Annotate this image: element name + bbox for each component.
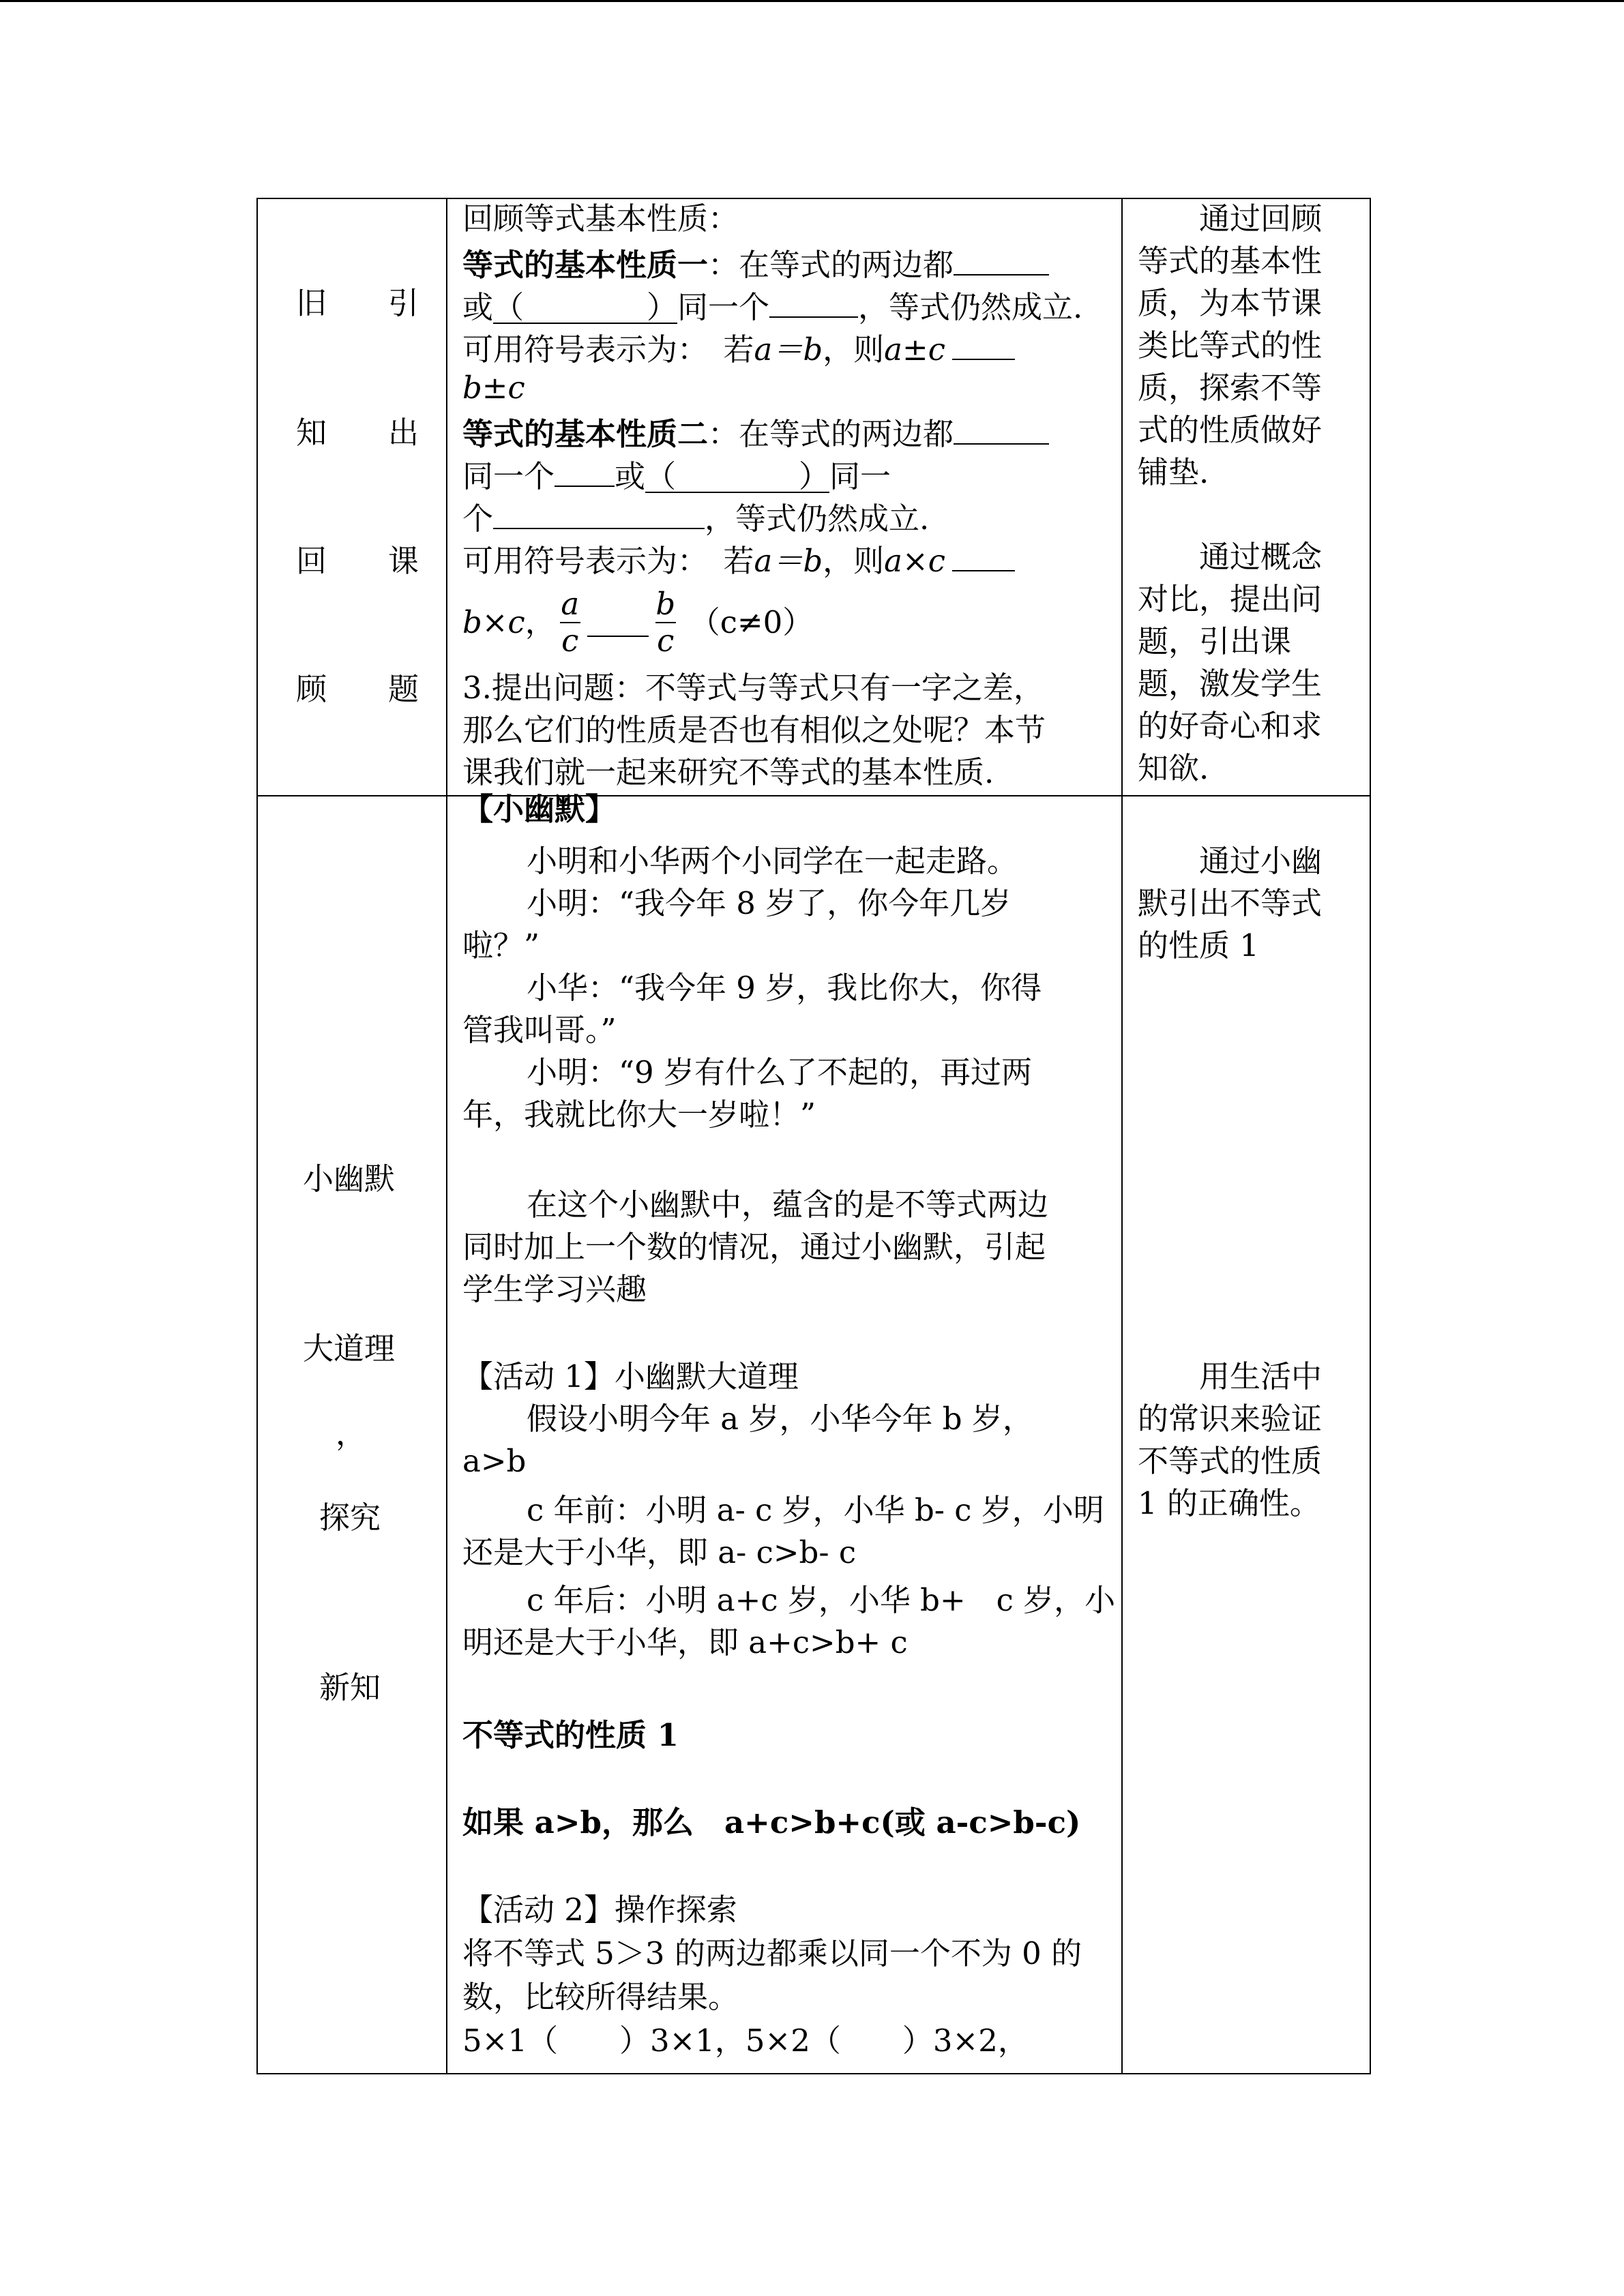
text: ， [525, 604, 556, 641]
question-line: 那么它们的性质是否也有相似之处呢？本节 [462, 712, 1046, 748]
text: ，则 [823, 331, 885, 368]
paren-blank: （ ） [645, 458, 830, 494]
review-heading: 回顾等式基本性质： [462, 200, 739, 237]
condition: （c≠0） [689, 604, 814, 641]
math-expr: b±c [462, 370, 525, 406]
activity-line: a>b [462, 1443, 527, 1479]
intent-note-line: 用生活中 [1138, 1358, 1323, 1395]
answer-blank [769, 288, 858, 318]
symbol-line [462, 541, 1015, 579]
intent-note-line: 题，激发学生 [1138, 666, 1323, 702]
text: 同一 [829, 458, 891, 494]
intent-note-line: 质，为本节课 [1138, 285, 1323, 321]
activity-line: 假设小明今年 a 岁，小华今年 b 岁， [527, 1401, 1033, 1437]
property-statement: 如果 a>b，那么 a+c>b+c(或 a-c>b-c) [462, 1804, 1081, 1840]
story-line: 啦？” [462, 927, 540, 964]
intent-note-line: 对比，提出问 [1138, 581, 1323, 617]
property-one-title: 等式的基本性质一 [462, 247, 709, 283]
phase-label: 知 出 [296, 415, 419, 451]
activity-line: 还是大于小华，即 a- c>b- c [462, 1534, 857, 1570]
fraction-line [462, 586, 813, 659]
intent-note-line: 不等式的性质 [1138, 1443, 1323, 1479]
story-line: 小华：“我今年 9 岁，我比你大，你得 [527, 970, 1042, 1006]
answer-blank [587, 636, 649, 637]
property-one-text: ：在等式的两边都 [708, 247, 954, 283]
paren-blank: （ ） [493, 289, 678, 325]
phase-label: 小幽默 [303, 1161, 396, 1197]
answer-blank [952, 541, 1015, 571]
commentary-line: 学生学习兴趣 [462, 1271, 647, 1307]
story-line: 管我叫哥。” [462, 1012, 617, 1048]
denominator: c [561, 622, 579, 659]
intent-note-line: 通过小幽 [1138, 843, 1323, 879]
property-two-text: ：在等式的两边都 [708, 416, 954, 452]
intent-note-line: 类比等式的性 [1138, 327, 1323, 363]
text: ，等式仍然成立. [858, 289, 1083, 325]
intent-note-line: 的好奇心和求 [1138, 708, 1323, 744]
property-one-line [462, 288, 1082, 324]
section-title: 【小幽默】 [462, 791, 617, 827]
text: ，则 [823, 543, 885, 579]
phase-label: 旧 引 [296, 285, 419, 321]
story-line: 小明：“我今年 8 岁了，你今年几岁 [527, 885, 1012, 921]
intent-note-line: 质，探索不等 [1138, 370, 1323, 406]
phase-label: 回 课 [296, 543, 419, 579]
story-line: 年，我就比你大一岁啦！” [462, 1097, 816, 1133]
text: 个 [462, 501, 494, 537]
property-two-title: 等式的基本性质二 [462, 416, 709, 452]
activity-line: 将不等式 5＞3 的两边都乘以同一个不为 0 的 [462, 1935, 1082, 1971]
intent-note-line: 等式的基本性 [1138, 243, 1323, 279]
symbol-line [462, 330, 1015, 368]
answer-blank [493, 499, 705, 529]
activity-line: c 年后：小明 a+c 岁，小华 b+ c 岁，小 [527, 1582, 1116, 1618]
text: 可用符号表示为： 若 [462, 331, 754, 368]
activity-line: 数，比较所得结果。 [462, 1979, 739, 2015]
property-two-line [462, 457, 891, 493]
text: 或 [462, 289, 494, 325]
property-two-line [462, 499, 930, 537]
math-expr: a＝b [754, 543, 823, 579]
text: 或 [615, 458, 646, 494]
activity-title: 【活动 1】小幽默大道理 [462, 1358, 799, 1395]
text: 可用符号表示为： 若 [462, 543, 754, 579]
math-expr: b×c [462, 604, 525, 641]
intent-note-line: 1 的正确性。 [1138, 1485, 1320, 1521]
numerator: b [655, 586, 676, 622]
question-line: 课我们就一起来研究不等式的基本性质. [462, 754, 994, 790]
commentary-line: 同时加上一个数的情况，通过小幽默，引起 [462, 1229, 1046, 1265]
property-two-line [462, 415, 1049, 452]
numerator: a [561, 586, 580, 622]
intent-note-line: 的常识来验证 [1138, 1401, 1323, 1437]
intent-note-line: 知欲. [1138, 750, 1209, 786]
activity-line: 5×1（ ）3×1，5×2（ ）3×2， [462, 2023, 1029, 2059]
story-line: 小明和小华两个小同学在一起走路。 [527, 843, 1018, 879]
text: 同一个 [677, 289, 770, 325]
property-title: 不等式的性质 1 [462, 1717, 679, 1753]
math-expr: a×c [884, 543, 945, 579]
intent-note-line: 默引出不等式 [1138, 885, 1323, 921]
math-expr: a＝b [754, 331, 823, 368]
text: ，等式仍然成立. [705, 501, 930, 537]
answer-blank [952, 330, 1015, 360]
math-expr: a±c [884, 331, 945, 368]
phase-label: 新知 [319, 1669, 381, 1705]
denominator: c [657, 622, 675, 659]
intent-note-line: 题，引出课 [1138, 623, 1292, 659]
fraction [655, 586, 676, 659]
intent-note-line: 铺垫. [1138, 454, 1209, 490]
page-top-rule [0, 0, 1624, 2]
commentary-line: 在这个小幽默中，蕴含的是不等式两边 [527, 1187, 1049, 1223]
phase-label: 顾 题 [296, 671, 419, 707]
phase-label: 探究 [319, 1500, 381, 1536]
answer-blank [954, 415, 1049, 445]
property-one-line [462, 245, 1049, 283]
text: 同一个 [462, 458, 555, 494]
phase-label: 大道理 [303, 1330, 396, 1367]
intent-note-line: 式的性质做好 [1138, 412, 1323, 448]
fraction [560, 586, 580, 659]
intent-note-line: 的性质 1 [1138, 927, 1259, 964]
phase-label: ， [336, 1416, 367, 1452]
answer-blank [555, 457, 615, 487]
answer-blank [954, 245, 1049, 275]
activity-title: 【活动 2】操作探索 [462, 1892, 737, 1928]
phase-label-cell [257, 198, 447, 796]
story-line: 小明：“9 岁有什么了不起的，再过两 [527, 1054, 1032, 1090]
intent-note-line: 通过概念 [1138, 539, 1323, 575]
activity-line: c 年前：小明 a- c 岁，小华 b- c 岁，小明 [527, 1492, 1104, 1528]
intent-note-line: 通过回顾 [1138, 200, 1323, 237]
question-line: 3.提出问题：不等式与等式只有一字之差， [462, 670, 1044, 706]
activity-line: 明还是大于小华，即 a+c>b+ c [462, 1624, 908, 1660]
